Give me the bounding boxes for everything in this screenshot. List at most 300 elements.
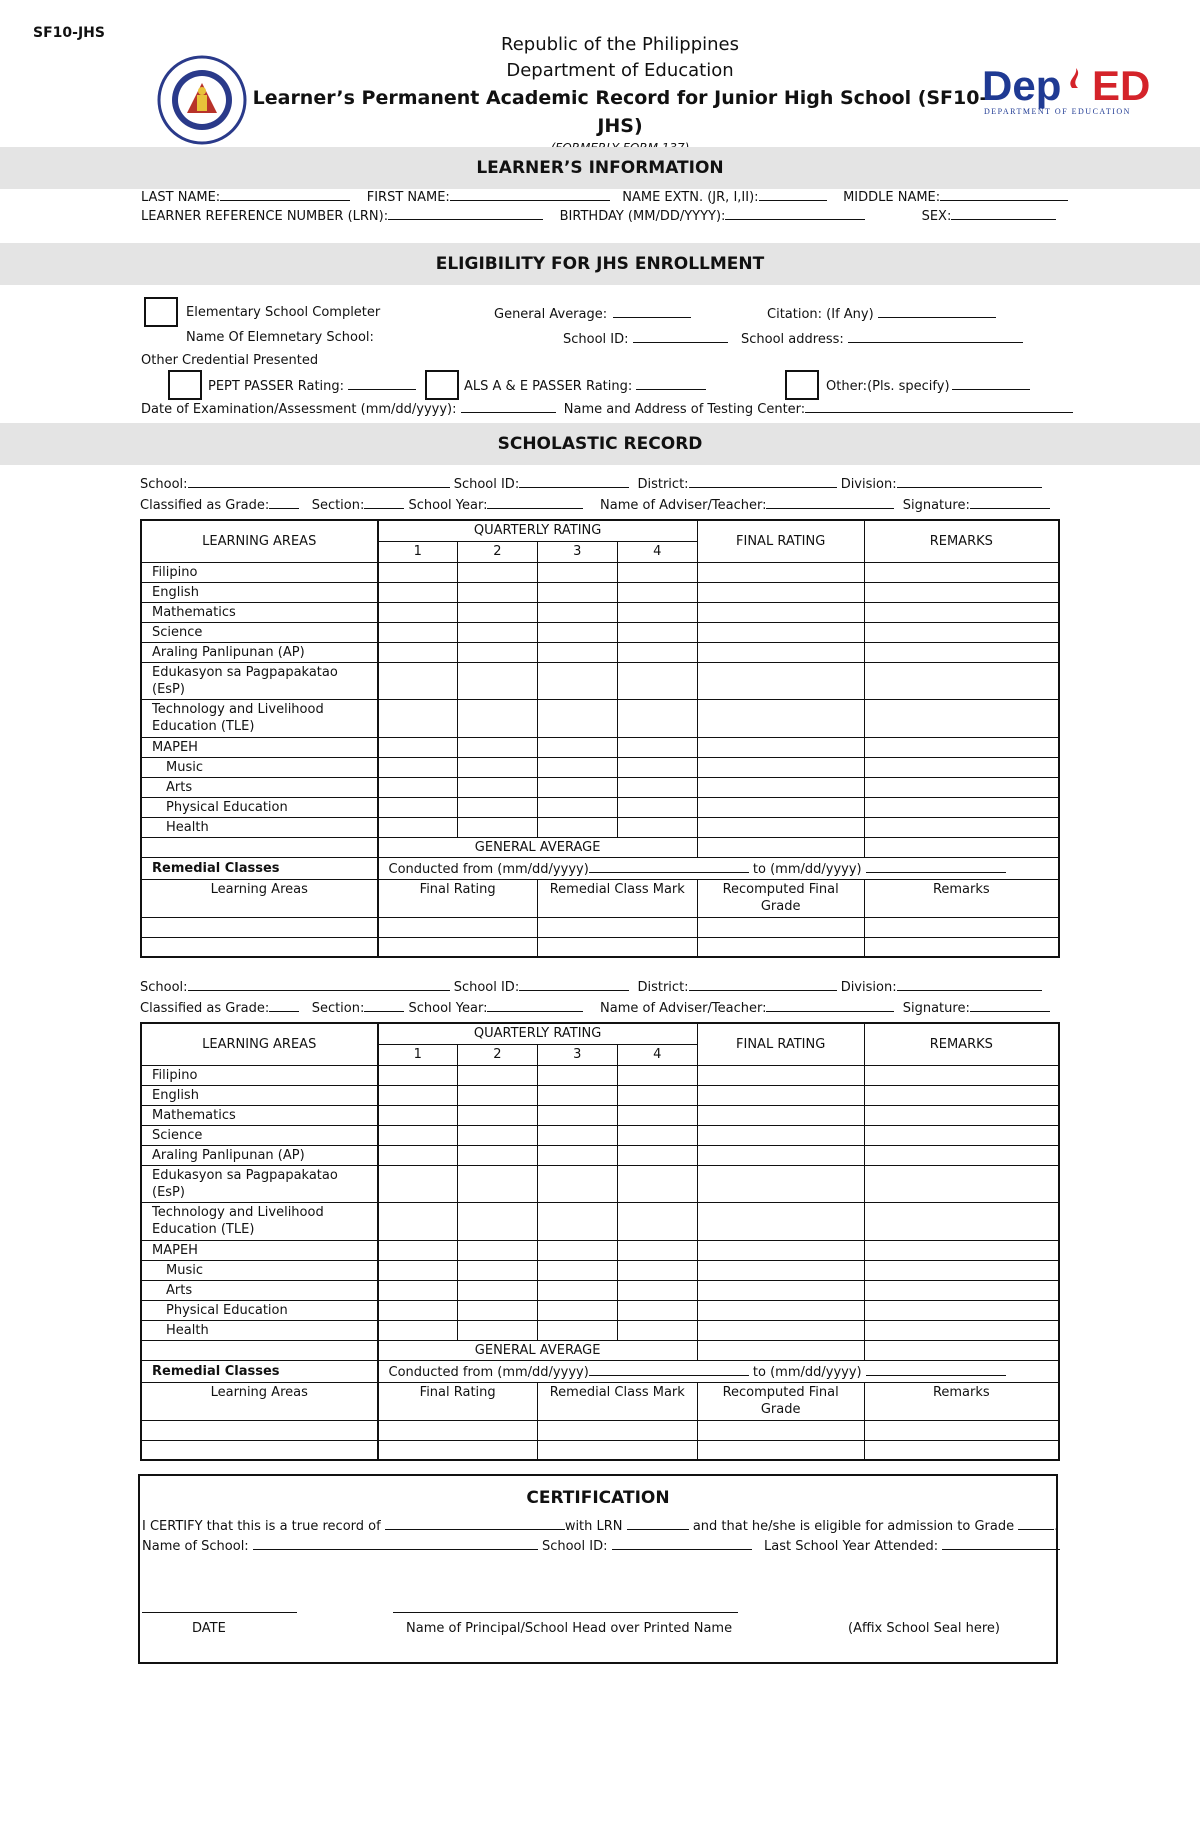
seal-label: (Affix School Seal here) <box>848 1621 1000 1636</box>
subject-row <box>141 737 1059 757</box>
quarter-rating-cell[interactable] <box>617 699 697 737</box>
quarter-rating-cell[interactable] <box>617 562 697 582</box>
general-average-row <box>494 304 691 324</box>
quarter-rating-cell[interactable] <box>537 737 617 757</box>
final-rating-cell[interactable] <box>697 797 864 817</box>
pept-label: PEPT PASSER Rating: <box>208 379 345 394</box>
subject-row <box>141 1065 1059 1085</box>
quarter-rating-cell[interactable] <box>378 797 458 817</box>
rem-row-cell[interactable] <box>378 1420 538 1440</box>
school-field[interactable] <box>188 977 450 991</box>
quarter-rating-cell[interactable] <box>378 1125 458 1145</box>
final-rating-cell[interactable] <box>697 1105 864 1125</box>
quarter-rating-cell[interactable] <box>457 1165 537 1202</box>
general-average-cell[interactable] <box>697 837 864 857</box>
quarter-rating-cell[interactable] <box>378 582 458 602</box>
rem-row-cell[interactable] <box>141 937 378 957</box>
subject-row <box>141 562 1059 582</box>
cert-school-id-field[interactable] <box>612 1536 752 1550</box>
cert-school-field[interactable] <box>253 1536 538 1550</box>
quarter-rating-cell[interactable] <box>537 602 617 622</box>
quarter-rating-cell[interactable] <box>617 622 697 642</box>
exam-row <box>141 399 1073 419</box>
quarter-rating-cell[interactable] <box>537 797 617 817</box>
quarter-rating-cell[interactable] <box>617 1240 697 1260</box>
quarter-rating-cell[interactable] <box>378 757 458 777</box>
quarter-4: 4 <box>617 541 697 562</box>
final-rating-cell[interactable] <box>697 817 864 837</box>
final-rating-cell[interactable] <box>697 1300 864 1320</box>
other-row <box>826 376 1030 396</box>
quarter-rating-cell[interactable] <box>617 1105 697 1125</box>
remarks-cell[interactable] <box>864 1125 1059 1145</box>
form-code: SF10-JHS <box>33 25 105 41</box>
remarks-cell[interactable] <box>864 777 1059 797</box>
als-row <box>464 376 706 396</box>
certify-grade-field[interactable] <box>1018 1516 1054 1530</box>
remarks-cell[interactable] <box>864 1240 1059 1260</box>
quarter-rating-cell[interactable] <box>378 1300 458 1320</box>
quarter-rating-cell[interactable] <box>378 602 458 622</box>
rem-row-cell[interactable] <box>697 937 864 957</box>
learner-lrn-row <box>141 206 1056 226</box>
conducted-from-field[interactable] <box>589 1362 749 1376</box>
pept-rating-field[interactable] <box>348 376 416 390</box>
remedial-classes-label: Remedial Classes <box>141 1360 378 1382</box>
first-name-label: FIRST NAME: <box>366 190 450 205</box>
remarks-cell[interactable] <box>864 737 1059 757</box>
quarter-rating-cell[interactable] <box>617 1065 697 1085</box>
quarter-rating-cell[interactable] <box>378 1065 458 1085</box>
adviser-label: Name of Adviser/Teacher: <box>600 1001 767 1016</box>
division-field[interactable] <box>897 474 1042 488</box>
school-year-label: School Year: <box>408 498 488 513</box>
quarter-rating-cell[interactable] <box>617 737 697 757</box>
quarter-rating-cell[interactable] <box>457 1145 537 1165</box>
signature-field[interactable] <box>970 495 1050 509</box>
col-learning-areas: LEARNING AREAS <box>141 1023 378 1065</box>
school-year-field[interactable] <box>487 998 583 1012</box>
final-rating-cell[interactable] <box>697 1145 864 1165</box>
quarter-rating-cell[interactable] <box>457 1280 537 1300</box>
elem-completer-checkbox[interactable] <box>144 297 178 327</box>
record-meta-row-1 <box>140 474 1060 495</box>
quarter-rating-cell[interactable] <box>378 1145 458 1165</box>
final-rating-cell[interactable] <box>697 662 864 699</box>
subject-name: Physical Education <box>141 1300 378 1320</box>
quarter-rating-cell[interactable] <box>378 1320 458 1340</box>
remarks-cell[interactable] <box>864 817 1059 837</box>
subject-name: English <box>141 1085 378 1105</box>
district-field[interactable] <box>689 474 837 488</box>
rem-recomputed: Recomputed Final Grade <box>697 1382 864 1420</box>
quarter-rating-cell[interactable] <box>457 642 537 662</box>
quarter-rating-cell[interactable] <box>457 622 537 642</box>
quarter-rating-cell[interactable] <box>537 777 617 797</box>
grades-table-footer <box>141 837 1059 957</box>
subject-row <box>141 757 1059 777</box>
final-rating-cell[interactable] <box>697 1240 864 1260</box>
remarks-cell[interactable] <box>864 1280 1059 1300</box>
als-label: ALS A & E PASSER Rating: <box>464 379 633 394</box>
final-rating-cell[interactable] <box>697 602 864 622</box>
quarter-rating-cell[interactable] <box>457 1300 537 1320</box>
als-rating-field[interactable] <box>636 376 706 390</box>
quarter-rating-cell[interactable] <box>457 1105 537 1125</box>
final-rating-cell[interactable] <box>697 1165 864 1202</box>
quarter-rating-cell[interactable] <box>378 562 458 582</box>
quarter-4: 4 <box>617 1044 697 1065</box>
rem-row-cell[interactable] <box>537 937 697 957</box>
quarter-rating-cell[interactable] <box>617 797 697 817</box>
col-remarks: REMARKS <box>864 520 1059 562</box>
quarter-rating-cell[interactable] <box>617 1320 697 1340</box>
subject-row <box>141 1240 1059 1260</box>
quarter-rating-cell[interactable] <box>617 1202 697 1240</box>
quarter-rating-cell[interactable] <box>457 737 537 757</box>
school-id-label: School ID: <box>453 980 520 995</box>
name-ext-field[interactable] <box>759 187 827 201</box>
other-credential-label: Other Credential Presented <box>141 353 319 368</box>
final-rating-cell[interactable] <box>697 1320 864 1340</box>
als-checkbox[interactable] <box>425 370 459 400</box>
conducted-from-label: Conducted from (mm/dd/yyyy) <box>388 861 589 877</box>
middle-name-label: MIDDLE NAME: <box>843 190 941 205</box>
to-field[interactable] <box>866 859 1006 873</box>
quarter-rating-cell[interactable] <box>378 1240 458 1260</box>
final-rating-cell[interactable] <box>697 1202 864 1240</box>
section-field[interactable] <box>364 495 404 509</box>
quarter-rating-cell[interactable] <box>378 1085 458 1105</box>
subject-row <box>141 662 1059 699</box>
date-label: DATE <box>192 1621 226 1636</box>
quarter-rating-cell[interactable] <box>617 777 697 797</box>
subject-row <box>141 699 1059 737</box>
rem-remarks: Remarks <box>864 1382 1059 1420</box>
grade-field[interactable] <box>269 495 299 509</box>
quarter-rating-cell[interactable] <box>617 662 697 699</box>
quarter-rating-cell[interactable] <box>378 1202 458 1240</box>
quarter-rating-cell[interactable] <box>537 1320 617 1340</box>
quarter-rating-cell[interactable] <box>378 1260 458 1280</box>
school-field[interactable] <box>188 474 450 488</box>
record-meta-row-1 <box>140 977 1060 998</box>
first-name-field[interactable] <box>450 187 610 201</box>
general-average-remarks[interactable] <box>864 1340 1059 1360</box>
certification-title: CERTIFICATION <box>526 1488 670 1508</box>
final-rating-cell[interactable] <box>697 1065 864 1085</box>
date-signature-line[interactable] <box>142 1612 297 1613</box>
remarks-cell[interactable] <box>864 622 1059 642</box>
subject-name: Arts <box>141 1280 378 1300</box>
rem-row-cell[interactable] <box>378 937 538 957</box>
pept-checkbox[interactable] <box>168 370 202 400</box>
quarter-rating-cell[interactable] <box>617 642 697 662</box>
cert-last-sy-field[interactable] <box>942 1536 1060 1550</box>
remarks-cell[interactable] <box>864 602 1059 622</box>
quarter-rating-cell[interactable] <box>617 1145 697 1165</box>
col-remarks: REMARKS <box>864 1023 1059 1065</box>
quarter-rating-cell[interactable] <box>537 1240 617 1260</box>
to-field[interactable] <box>866 1362 1006 1376</box>
signature-field[interactable] <box>970 998 1050 1012</box>
quarter-rating-cell[interactable] <box>617 1085 697 1105</box>
quarter-rating-cell[interactable] <box>457 1240 537 1260</box>
final-rating-cell[interactable] <box>697 642 864 662</box>
rem-row-cell[interactable] <box>537 1420 697 1440</box>
general-average-field[interactable] <box>613 304 691 318</box>
rem-row-cell[interactable] <box>141 1440 378 1460</box>
quarter-rating-cell[interactable] <box>378 1280 458 1300</box>
quarter-rating-cell[interactable] <box>457 1320 537 1340</box>
adviser-field[interactable] <box>766 495 894 509</box>
general-average-cell[interactable] <box>697 1340 864 1360</box>
subject-name: MAPEH <box>141 1240 378 1260</box>
other-checkbox[interactable] <box>785 370 819 400</box>
subject-row <box>141 1125 1059 1145</box>
quarter-rating-cell[interactable] <box>537 622 617 642</box>
header <box>240 32 1000 156</box>
quarter-rating-cell[interactable] <box>378 662 458 699</box>
col-quarterly: QUARTERLY RATING <box>378 520 698 541</box>
sex-label: SEX: <box>921 209 952 224</box>
final-rating-cell[interactable] <box>697 1085 864 1105</box>
rem-recomputed: Recomputed Final Grade <box>697 879 864 917</box>
quarter-rating-cell[interactable] <box>537 1085 617 1105</box>
quarter-rating-cell[interactable] <box>378 817 458 837</box>
quarter-rating-cell[interactable] <box>537 662 617 699</box>
rem-learning-areas: Learning Areas <box>141 1382 378 1420</box>
conducted-from-field[interactable] <box>589 859 749 873</box>
lrn-label: LEARNER REFERENCE NUMBER (LRN): <box>141 209 389 224</box>
remarks-cell[interactable] <box>864 797 1059 817</box>
department-text: Department of Education <box>506 60 734 81</box>
principal-signature-line[interactable] <box>393 1612 738 1613</box>
quarter-rating-cell[interactable] <box>457 817 537 837</box>
subject-name: Health <box>141 817 378 837</box>
quarter-rating-cell[interactable] <box>537 699 617 737</box>
quarter-rating-cell[interactable] <box>537 817 617 837</box>
quarter-rating-cell[interactable] <box>378 1105 458 1125</box>
birthday-field[interactable] <box>725 206 865 220</box>
elig-school-id-label: School ID: <box>563 332 629 347</box>
rem-row-cell[interactable] <box>864 937 1059 957</box>
division-label: Division: <box>840 980 897 995</box>
last-name-field[interactable] <box>220 187 350 201</box>
remarks-cell[interactable] <box>864 1065 1059 1085</box>
certify-name-field[interactable] <box>385 1516 565 1530</box>
quarter-rating-cell[interactable] <box>457 1202 537 1240</box>
school-id-field[interactable] <box>519 977 629 991</box>
quarter-rating-cell[interactable] <box>617 582 697 602</box>
elig-school-id-field[interactable] <box>633 329 728 343</box>
final-rating-cell[interactable] <box>697 777 864 797</box>
quarter-rating-cell[interactable] <box>457 582 537 602</box>
rem-remarks: Remarks <box>864 879 1059 917</box>
remarks-cell[interactable] <box>864 1320 1059 1340</box>
citation-field[interactable] <box>878 304 996 318</box>
quarter-rating-cell[interactable] <box>617 602 697 622</box>
subject-row <box>141 797 1059 817</box>
quarter-rating-cell[interactable] <box>457 699 537 737</box>
quarter-rating-cell[interactable] <box>617 757 697 777</box>
sex-field[interactable] <box>951 206 1056 220</box>
school-address-row <box>741 329 1023 349</box>
subject-name: Araling Panlipunan (AP) <box>141 1145 378 1165</box>
quarter-rating-cell[interactable] <box>537 642 617 662</box>
remarks-cell[interactable] <box>864 699 1059 737</box>
testing-center-field[interactable] <box>805 399 1073 413</box>
rem-row-cell[interactable] <box>537 917 697 937</box>
quarter-rating-cell[interactable] <box>537 562 617 582</box>
subject-name: Science <box>141 1125 378 1145</box>
quarter-rating-cell[interactable] <box>537 1202 617 1240</box>
quarter-rating-cell[interactable] <box>457 1065 537 1085</box>
with-lrn-label: with LRN <box>564 1519 623 1534</box>
remarks-cell[interactable] <box>864 662 1059 699</box>
rem-learning-areas: Learning Areas <box>141 879 378 917</box>
quarter-rating-cell[interactable] <box>537 1125 617 1145</box>
rem-row-cell[interactable] <box>141 917 378 937</box>
section-field[interactable] <box>364 998 404 1012</box>
remarks-cell[interactable] <box>864 582 1059 602</box>
rem-row-cell[interactable] <box>697 917 864 937</box>
general-average-remarks[interactable] <box>864 837 1059 857</box>
adviser-field[interactable] <box>766 998 894 1012</box>
subject-name: Science <box>141 622 378 642</box>
quarter-rating-cell[interactable] <box>617 1280 697 1300</box>
remarks-cell[interactable] <box>864 642 1059 662</box>
remarks-cell[interactable] <box>864 1202 1059 1240</box>
final-rating-cell[interactable] <box>697 1280 864 1300</box>
rem-row-cell[interactable] <box>864 1420 1059 1440</box>
subject-row <box>141 1280 1059 1300</box>
final-rating-cell[interactable] <box>697 582 864 602</box>
final-rating-cell[interactable] <box>697 757 864 777</box>
subject-row <box>141 582 1059 602</box>
lrn-field[interactable] <box>388 206 543 220</box>
school-address-field[interactable] <box>848 329 1023 343</box>
quarter-rating-cell[interactable] <box>537 1280 617 1300</box>
rem-row-cell[interactable] <box>537 1440 697 1460</box>
citation-label: Citation: (If Any) <box>767 307 874 322</box>
final-rating-cell[interactable] <box>697 699 864 737</box>
quarter-rating-cell[interactable] <box>537 1260 617 1280</box>
quarter-rating-cell[interactable] <box>537 1145 617 1165</box>
quarter-rating-cell[interactable] <box>617 817 697 837</box>
rem-row-cell[interactable] <box>864 1440 1059 1460</box>
rem-final-rating: Final Rating <box>378 1382 538 1420</box>
record-meta-row-2 <box>140 495 1060 516</box>
grades-table-body <box>141 520 1059 837</box>
quarter-rating-cell[interactable] <box>457 1085 537 1105</box>
exam-date-field[interactable] <box>461 399 556 413</box>
remarks-cell[interactable] <box>864 1105 1059 1125</box>
quarter-rating-cell[interactable] <box>457 777 537 797</box>
subject-row <box>141 777 1059 797</box>
quarter-rating-cell[interactable] <box>537 1165 617 1202</box>
quarter-rating-cell[interactable] <box>537 1105 617 1125</box>
division-field[interactable] <box>897 977 1042 991</box>
rem-row-cell[interactable] <box>697 1440 864 1460</box>
rem-row-cell[interactable] <box>697 1420 864 1440</box>
birthday-label: BIRTHDAY (MM/DD/YYYY): <box>559 209 726 224</box>
quarter-rating-cell[interactable] <box>537 582 617 602</box>
middle-name-field[interactable] <box>940 187 1068 201</box>
remarks-cell[interactable] <box>864 1260 1059 1280</box>
quarter-rating-cell[interactable] <box>617 1260 697 1280</box>
quarter-1: 1 <box>378 541 458 562</box>
subject-row <box>141 642 1059 662</box>
quarter-rating-cell[interactable] <box>617 1125 697 1145</box>
general-average-label: GENERAL AVERAGE <box>378 1340 698 1360</box>
quarter-rating-cell[interactable] <box>617 1165 697 1202</box>
quarter-rating-cell[interactable] <box>457 1125 537 1145</box>
quarter-2: 2 <box>457 1044 537 1065</box>
rem-row-cell[interactable] <box>141 1420 378 1440</box>
subject-name: English <box>141 582 378 602</box>
quarter-rating-cell[interactable] <box>378 699 458 737</box>
final-rating-cell[interactable] <box>697 737 864 757</box>
rem-row-cell[interactable] <box>378 1440 538 1460</box>
school-id-field[interactable] <box>519 474 629 488</box>
quarter-rating-cell[interactable] <box>457 757 537 777</box>
grade-field[interactable] <box>269 998 299 1012</box>
quarter-rating-cell[interactable] <box>378 737 458 757</box>
quarter-rating-cell[interactable] <box>537 1065 617 1085</box>
quarter-rating-cell[interactable] <box>378 642 458 662</box>
remarks-cell[interactable] <box>864 757 1059 777</box>
quarter-rating-cell[interactable] <box>457 1260 537 1280</box>
remarks-cell[interactable] <box>864 1165 1059 1202</box>
conducted-from-label: Conducted from (mm/dd/yyyy) <box>388 1364 589 1380</box>
remarks-cell[interactable] <box>864 1085 1059 1105</box>
remarks-cell[interactable] <box>864 1145 1059 1165</box>
quarter-rating-cell[interactable] <box>378 622 458 642</box>
final-rating-cell[interactable] <box>697 1260 864 1280</box>
to-label: to (mm/dd/yyyy) <box>752 1364 862 1380</box>
quarter-rating-cell[interactable] <box>378 1165 458 1202</box>
quarter-3: 3 <box>537 1044 617 1065</box>
quarter-rating-cell[interactable] <box>457 662 537 699</box>
subject-row <box>141 622 1059 642</box>
grades-table-2 <box>140 1022 1060 1461</box>
district-field[interactable] <box>689 977 837 991</box>
quarter-rating-cell[interactable] <box>617 1300 697 1320</box>
school-year-field[interactable] <box>487 495 583 509</box>
quarter-rating-cell[interactable] <box>537 757 617 777</box>
final-rating-cell[interactable] <box>697 1125 864 1145</box>
signature-label: Signature: <box>902 498 970 513</box>
quarter-rating-cell[interactable] <box>457 562 537 582</box>
quarter-rating-cell[interactable] <box>457 797 537 817</box>
subject-name: Filipino <box>141 562 378 582</box>
other-field[interactable] <box>952 376 1030 390</box>
school-address-label: School address: <box>741 332 844 347</box>
form-title: Learner’s Permanent Academic Record for Junior High School (SF10-JHS) <box>252 87 988 137</box>
final-rating-cell[interactable] <box>697 622 864 642</box>
quarter-rating-cell[interactable] <box>457 602 537 622</box>
rem-row-cell[interactable] <box>378 917 538 937</box>
remarks-cell[interactable] <box>864 1300 1059 1320</box>
certify-lrn-field[interactable] <box>627 1516 689 1530</box>
rem-row-cell[interactable] <box>864 917 1059 937</box>
final-rating-cell[interactable] <box>697 562 864 582</box>
quarter-rating-cell[interactable] <box>537 1300 617 1320</box>
testing-center-label: Name and Address of Testing Center: <box>563 402 806 417</box>
remarks-cell[interactable] <box>864 562 1059 582</box>
quarter-rating-cell[interactable] <box>378 777 458 797</box>
